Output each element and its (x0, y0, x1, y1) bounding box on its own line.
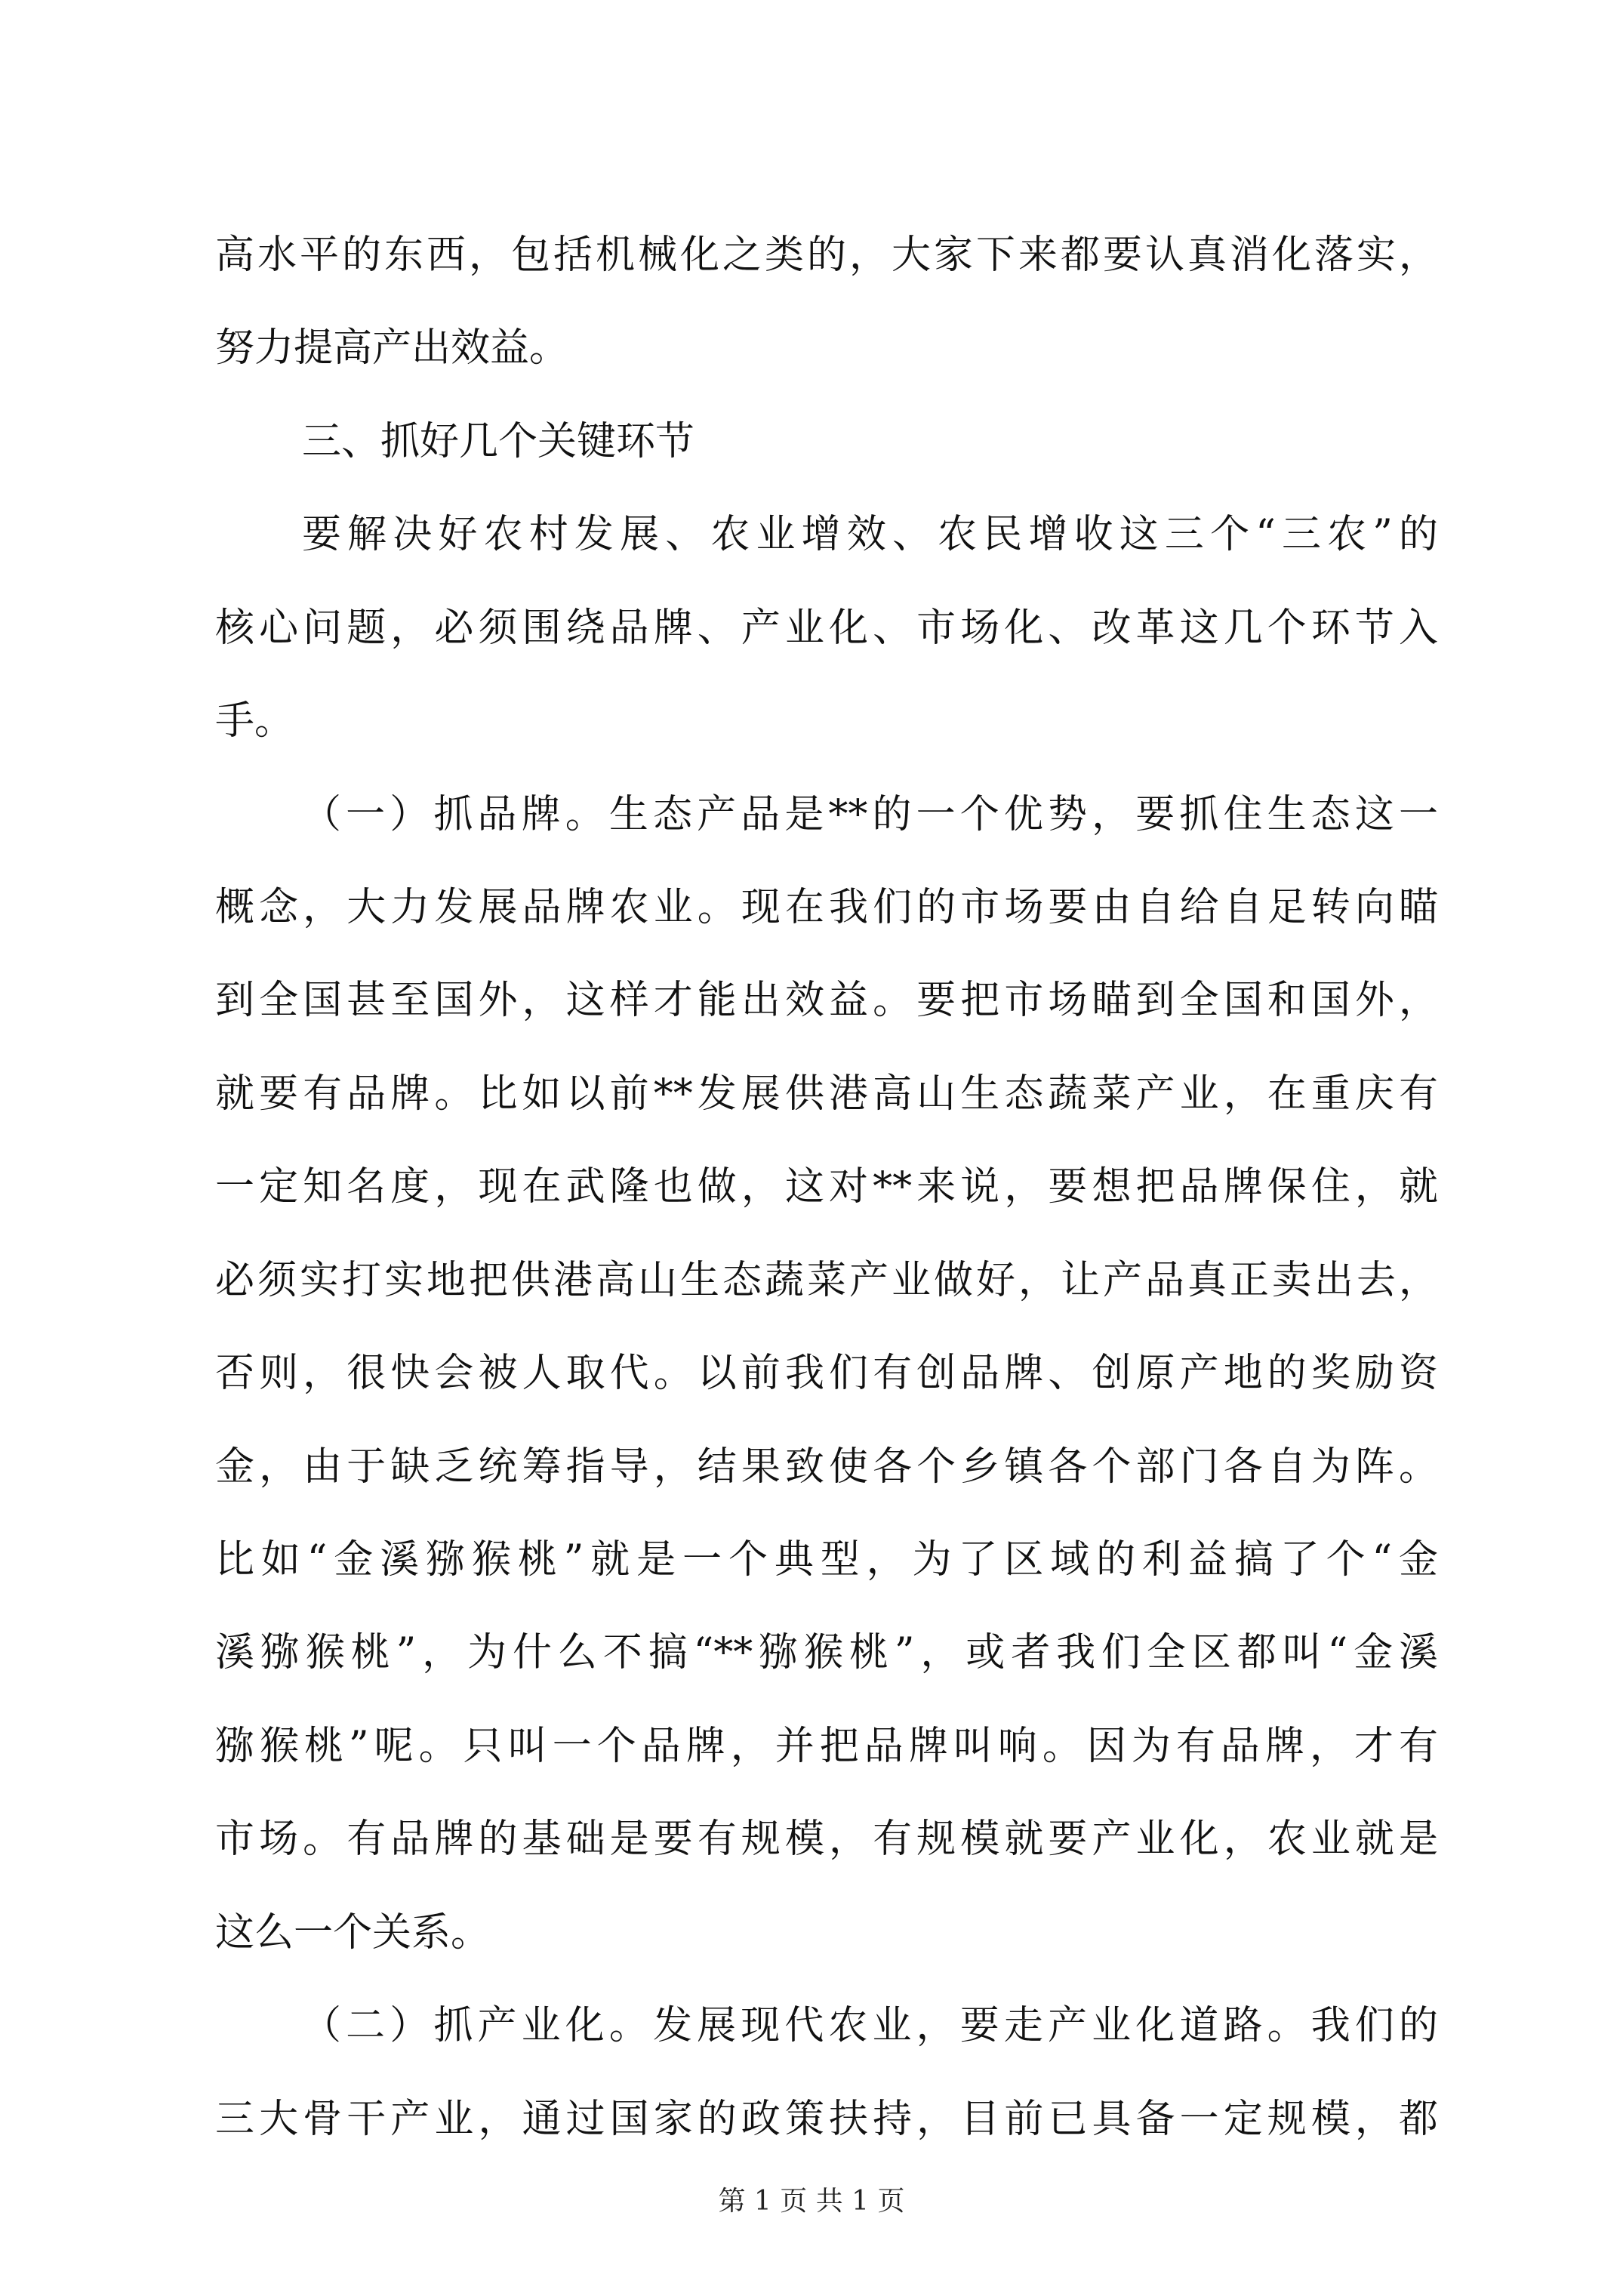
body-line: 手。 (215, 698, 294, 744)
body-line: 金，由于缺乏统筹指导，结果致使各个乡镇各个部门各自为阵。 (215, 1444, 1438, 1490)
body-line: 要解决好农村发展、农业增效、农民增收这三个“三农”的 (302, 512, 1438, 557)
body-line: 就要有品牌。比如以前**发展供港高山生态蔬菜产业，在重庆有 (215, 1071, 1438, 1117)
body-line: （二）抓产业化。发展现代农业，要走产业化道路。我们的 (302, 2003, 1438, 2048)
body-line: 努力提高产出效益。 (215, 325, 569, 371)
body-line: 必须实打实地把供港高山生态蔬菜产业做好，让产品真正卖出去， (215, 1258, 1438, 1303)
body-line: 猕猴桃”呢。只叫一个品牌，并把品牌叫响。因为有品牌，才有 (215, 1724, 1438, 1769)
body-line: 否则，很快会被人取代。以前我们有创品牌、创原产地的奖励资 (215, 1351, 1438, 1396)
body-line: 这么一个关系。 (215, 1910, 491, 1955)
body-line: 高水平的东西，包括机械化之类的，大家下来都要认真消化落实， (215, 233, 1438, 278)
body-line: 溪猕猴桃”，为什么不搞“**猕猴桃”，或者我们全区都叫“金溪 (215, 1630, 1438, 1675)
body-line: 一定知名度，现在武隆也做，这对**来说，要想把品牌保住，就 (215, 1164, 1438, 1210)
body-line: （一）抓品牌。生态产品是**的一个优势，要抓住生态这一 (302, 792, 1438, 837)
body-line: 市场。有品牌的基础是要有规模，有规模就要产业化，农业就是 (215, 1817, 1438, 1862)
body-line: 概念，大力发展品牌农业。现在我们的市场要由自给自足转向瞄 (215, 885, 1438, 930)
body-line: 核心问题，必须围绕品牌、产业化、市场化、改革这几个环节入 (215, 606, 1438, 651)
body-line: 到全国甚至国外，这样才能出效益。要把市场瞄到全国和国外， (215, 978, 1438, 1023)
body-line: 三大骨干产业，通过国家的政策扶持，目前已具备一定规模，都 (215, 2097, 1438, 2142)
body-line: 比如“金溪猕猴桃”就是一个典型，为了区域的利益搞了个“金 (215, 1537, 1438, 1583)
page-footer: 第 1 页 共 1 页 (718, 2186, 905, 2217)
section-heading: 三、抓好几个关键环节 (302, 419, 695, 464)
